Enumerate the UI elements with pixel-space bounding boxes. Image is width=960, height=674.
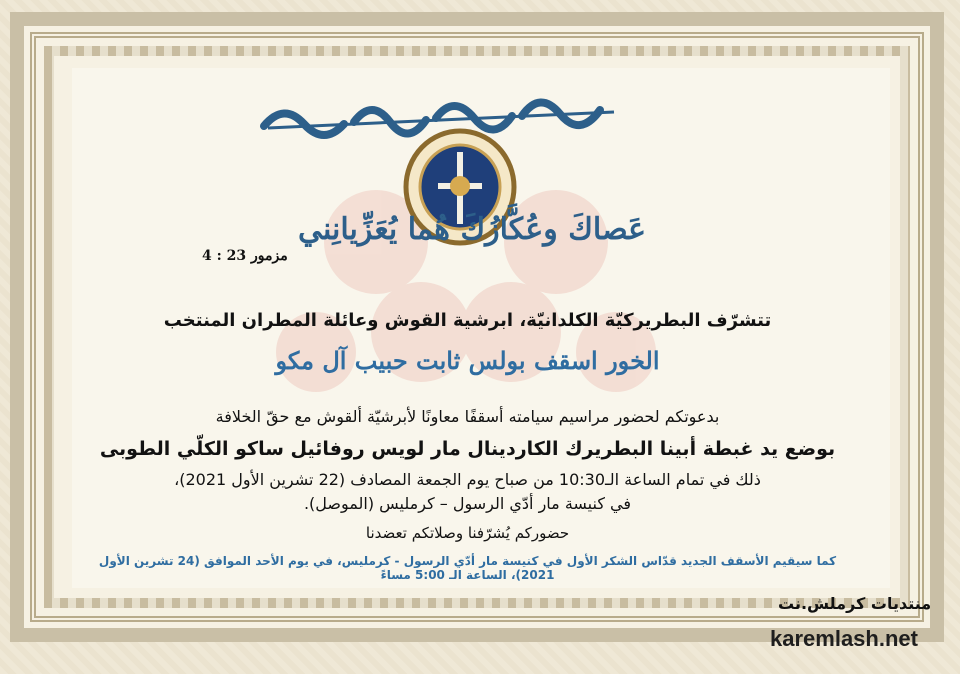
verse-reference: مزمور 23 : 4 xyxy=(202,248,288,264)
host-line: تتشرّف البطريركيّة الكلدانيّة، ابرشية القوش وعائلة المطران المنتخب xyxy=(163,310,772,331)
mass-note: كما سيقيم الأسقف الجديد قدّاس الشكر الأول في كنيسة مار أدّي الرسول - كرمليس، في يوم الأحد الموافق (24 تشرين الأول 2021)، الساعة الـ 5:00 مساءً xyxy=(98,554,837,582)
footer-arabic: منتديات كرملش.نت xyxy=(778,594,932,613)
time-line: ذلك في تمام الساعة الـ10:30 من صباح يوم الجمعة المصادف (22 تشرين الأول 2021)، xyxy=(174,470,761,489)
closing-line: حضوركم يُشرّفنا وصلاتكم تعضدنا xyxy=(365,524,570,542)
footer-latin: karemlash.net xyxy=(770,626,918,651)
location-line: في كنيسة مار أدّي الرسول – كرمليس (الموصل). xyxy=(303,494,632,513)
verse-text: عَصاكَ وعُكَّازُكَ هُما يُعَزِّيانِني xyxy=(297,212,646,247)
bishop-name: الخور اسقف بولس ثابت حبيب آل مكو xyxy=(275,346,660,375)
patriarch-line: بوضع يد غبطة أبينا البطريرك الكاردينال مار لويس روفائيل ساكو الكلّي الطوبى xyxy=(99,438,836,460)
invitation-line: بدعوتكم لحضور مراسيم سيامته أسقفًا معاونًا لأبرشيّة ألقوش مع حقّ الخلافة xyxy=(215,407,720,426)
